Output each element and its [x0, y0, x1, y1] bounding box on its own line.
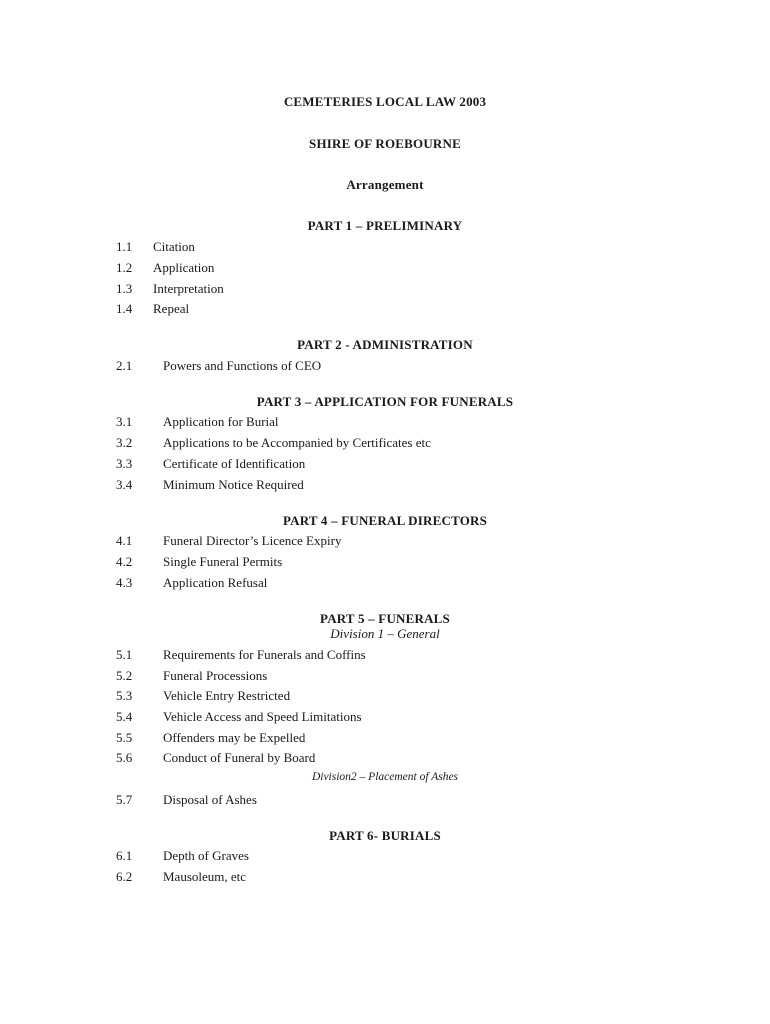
item-number: 5.7 [116, 792, 133, 807]
item-label: Vehicle Entry Restricted [163, 688, 291, 703]
item-label: Offenders may be Expelled [163, 730, 306, 745]
item-label: Interpretation [153, 281, 224, 296]
item-label: Powers and Functions of CEO [163, 358, 322, 373]
item-number: 5.6 [116, 750, 133, 765]
document-title: CEMETERIES LOCAL LAW 2003 [283, 94, 487, 109]
item-number: 3.1 [116, 414, 133, 429]
part-2-heading: PART 2 - ADMINISTRATION [297, 337, 473, 352]
item-label: Funeral Director’s Licence Expiry [163, 533, 342, 548]
item-label: Disposal of Ashes [163, 792, 257, 807]
item-number: 1.1 [116, 239, 133, 254]
item-number: 1.4 [116, 301, 133, 316]
item-number: 5.2 [116, 668, 133, 683]
arrangement-heading: Arrangement [346, 177, 424, 192]
item-label: Application for Burial [163, 414, 279, 429]
item-label: Certificate of Identification [163, 456, 306, 471]
item-label: Depth of Graves [163, 848, 249, 863]
item-label: Application Refusal [163, 575, 268, 590]
part-1-heading: PART 1 – PRELIMINARY [307, 218, 463, 233]
item-number: 1.3 [116, 281, 133, 296]
part-6-heading: PART 6- BURIALS [329, 828, 441, 843]
item-label: Single Funeral Permits [163, 554, 283, 569]
item-number: 6.2 [116, 869, 133, 884]
item-label: Citation [153, 239, 195, 254]
item-number: 5.1 [116, 647, 133, 662]
item-number: 4.2 [116, 554, 133, 569]
part-3-heading: PART 3 – APPLICATION FOR FUNERALS [256, 394, 514, 409]
item-number: 5.4 [116, 709, 133, 724]
item-number: 3.2 [116, 435, 133, 450]
item-label: Requirements for Funerals and Coffins [163, 647, 366, 662]
item-number: 4.1 [116, 533, 133, 548]
item-number: 1.2 [116, 260, 133, 275]
item-label: Minimum Notice Required [163, 477, 304, 492]
item-number: 3.3 [116, 456, 133, 471]
part-5-heading: PART 5 – FUNERALS [320, 611, 450, 626]
shire-name: SHIRE OF ROEBOURNE [309, 136, 461, 151]
item-label: Application [153, 260, 215, 275]
item-label: Funeral Processions [163, 668, 268, 683]
division-2-heading: Division2 – Placement of Ashes [311, 771, 459, 783]
item-label: Applications to be Accompanied by Certificates etc [163, 435, 431, 450]
item-number: 4.3 [116, 575, 133, 590]
part-4-heading: PART 4 – FUNERAL DIRECTORS [282, 513, 488, 528]
item-number: 5.5 [116, 730, 133, 745]
item-label: Vehicle Access and Speed Limitations [163, 709, 362, 724]
item-label: Repeal [153, 301, 190, 316]
item-number: 3.4 [116, 477, 133, 492]
division-1-heading: Division 1 – General [330, 626, 440, 641]
item-number: 2.1 [116, 358, 133, 373]
item-number: 5.3 [116, 688, 133, 703]
item-number: 6.1 [116, 848, 133, 863]
item-label: Mausoleum, etc [163, 869, 247, 884]
item-label: Conduct of Funeral by Board [163, 750, 316, 765]
